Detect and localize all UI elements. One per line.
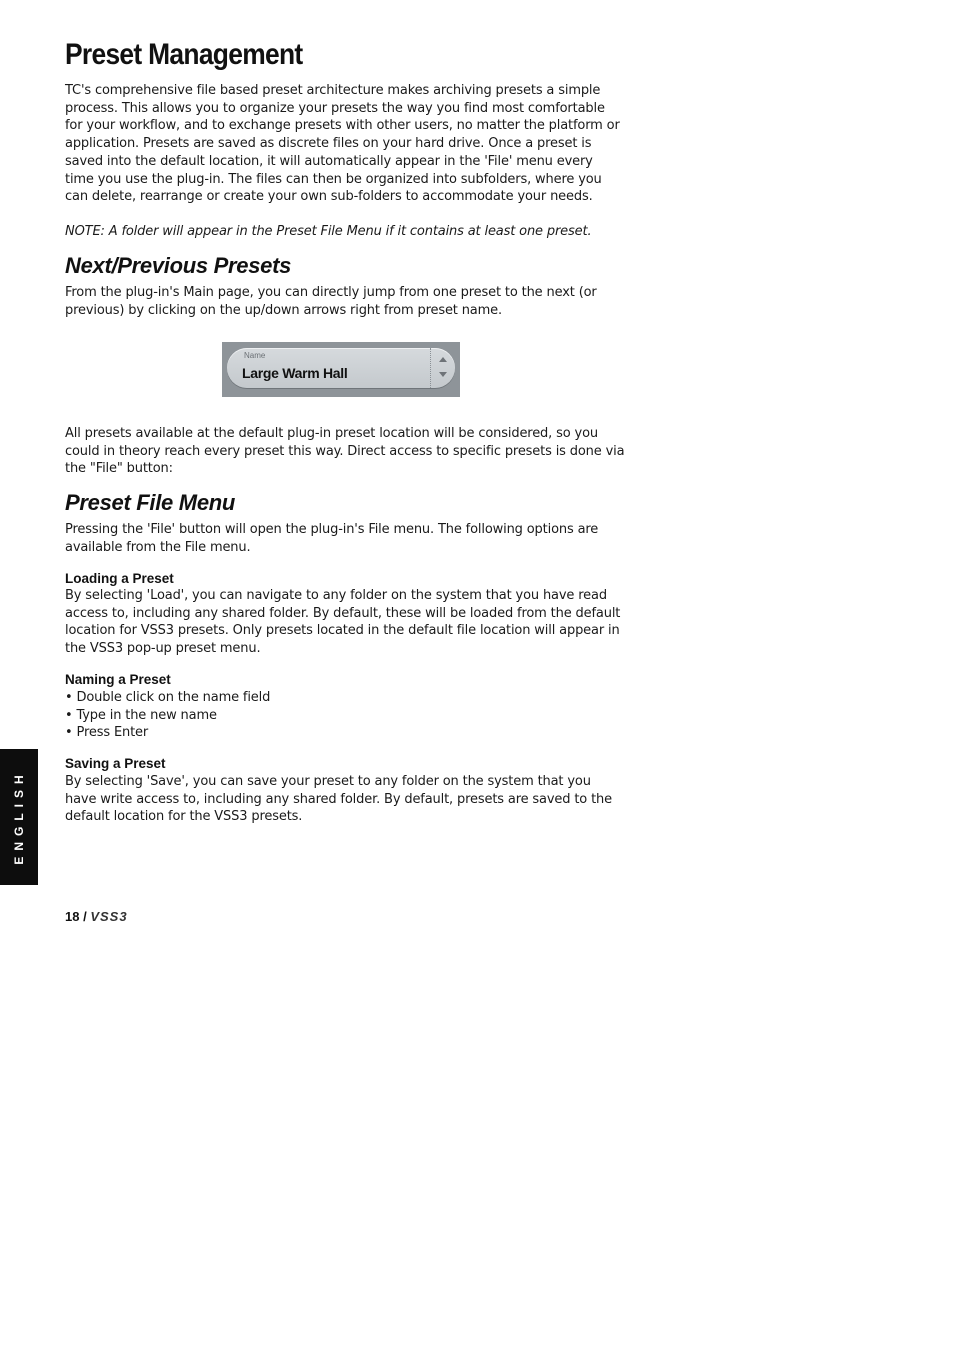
- list-item: • Double click on the name field: [65, 690, 271, 705]
- language-label: ENGLISH: [12, 769, 26, 865]
- next-previous-paragraph: From the plug-in's Main page, you can directly jump from one preset to the next (or previous) by clicking on the up/down arrows right from preset name.: [65, 285, 597, 318]
- preset-arrows: [430, 348, 455, 388]
- list-item: • Type in the new name: [65, 707, 217, 723]
- naming-steps-list: [65, 689, 625, 742]
- preset-name-field[interactable]: [227, 348, 455, 388]
- product-name: VSS3: [90, 909, 128, 924]
- preset-name-label: Name: [244, 351, 266, 360]
- list-item: • Press Enter: [65, 725, 149, 741]
- saving-heading: Saving a Preset: [65, 756, 166, 771]
- preset-name-value[interactable]: Large Warm Hall: [242, 365, 348, 381]
- all-presets-paragraph: All presets available at the default plug-in preset location will be considered, so you could in theory reach every preset this way. Direct access to specific presets is done via the "File" button:: [65, 426, 625, 477]
- page-footer: [65, 909, 128, 924]
- saving-paragraph: By selecting 'Save', you can save your preset to any folder on the system that you have write access to, including any shared folder. By default, presets are saved to the default location for the VSS3 presets.: [65, 774, 612, 825]
- naming-heading: Naming a Preset: [65, 672, 171, 687]
- note-paragraph: NOTE: A folder will appear in the Preset File Menu if it contains at least one preset.: [65, 224, 592, 239]
- file-menu-paragraph: Pressing the 'File' button will open the plug-in's File menu. The following options are available from the File menu.: [65, 522, 599, 555]
- preset-name-widget: [222, 342, 460, 397]
- language-side-tab: [0, 749, 38, 885]
- triangle-down-icon[interactable]: [439, 372, 447, 377]
- next-previous-heading: Next/Previous Presets: [65, 253, 292, 278]
- loading-heading: Loading a Preset: [65, 571, 174, 586]
- page-title: Preset Management: [65, 38, 303, 71]
- page-number: 18: [65, 909, 80, 924]
- loading-paragraph: By selecting 'Load', you can navigate to any folder on the system that you have read access to, including any shared folder. By default, these will be loaded from the default location for VSS3 presets. Only presets located in the default file location will appear in the VSS3 pop-up preset menu.: [65, 588, 621, 657]
- triangle-up-icon[interactable]: [439, 357, 447, 362]
- preset-file-menu-heading: Preset File Menu: [65, 490, 236, 515]
- intro-paragraph: TC's comprehensive file based preset architecture makes archiving presets a simple process. This allows you to organize your presets the way you find most comfortable for your workflow, and to exchange presets with other users, no matter the platform or application. Presets are saved as discrete files on your hard drive. Once a preset is saved into the default location, it will automatically appear in the 'File' menu every time you use the plug-in. The files can then be organized into subfolders, where you can delete, rearrange or create your own sub-folders to accommodate your needs.: [65, 83, 620, 205]
- footer-separator: /: [83, 909, 87, 924]
